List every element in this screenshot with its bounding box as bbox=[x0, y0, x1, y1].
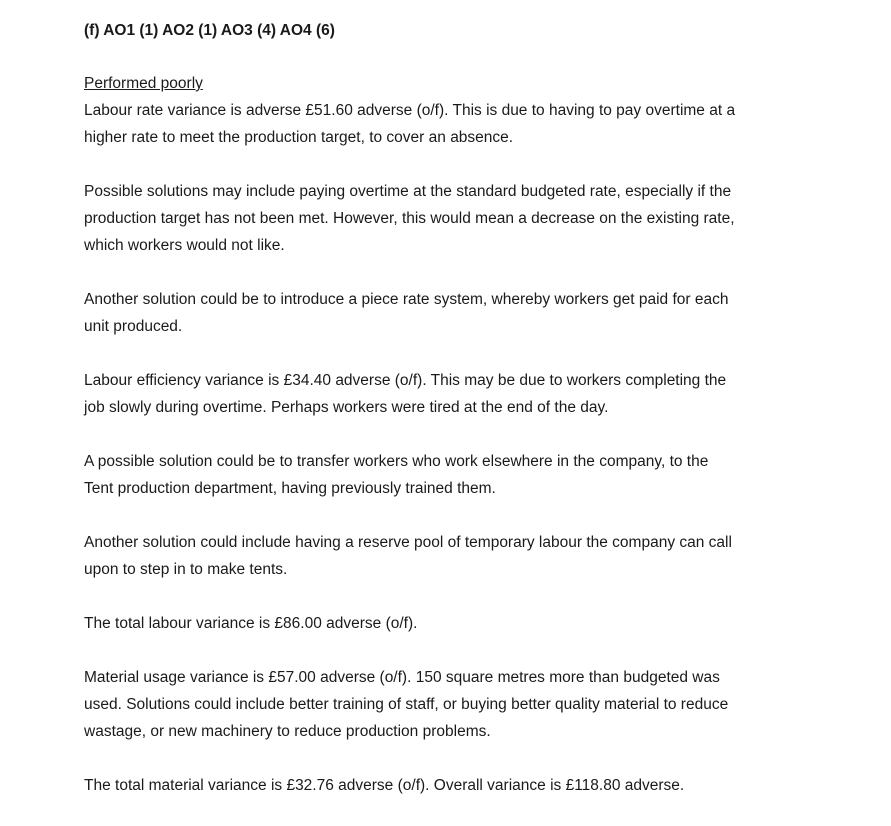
paragraph-line: Labour efficiency variance is £34.40 adverse (o/f). This may be due to workers completing the bbox=[84, 372, 727, 389]
paragraph-line: The total material variance is £32.76 adverse (o/f). Overall variance is £118.80 adverse. bbox=[84, 777, 685, 794]
paragraph-line: Tent production department, having previously trained them. bbox=[84, 480, 496, 497]
paragraph-line: job slowly during overtime. Perhaps workers were tired at the end of the day. bbox=[84, 399, 609, 416]
paragraph-line: Another solution could be to introduce a piece rate system, whereby workers get paid for each bbox=[84, 291, 729, 308]
section-heading: Performed poorly bbox=[84, 75, 203, 92]
paragraph bbox=[84, 529, 844, 583]
paragraph-line: used. Solutions could include better training of staff, or buying better quality material to reduce bbox=[84, 696, 729, 713]
answer-body bbox=[84, 97, 844, 799]
paragraph-line: Another solution could include having a reserve pool of temporary labour the company can call bbox=[84, 534, 732, 551]
paragraph-line: Material usage variance is £57.00 adverse (o/f). 150 square metres more than budgeted was bbox=[84, 669, 720, 686]
paragraph-line: The total labour variance is £86.00 adverse (o/f). bbox=[84, 615, 418, 632]
paragraph bbox=[84, 286, 844, 340]
paragraph-line: Possible solutions may include paying overtime at the standard budgeted rate, especially if the bbox=[84, 183, 732, 200]
paragraph-line: which workers would not like. bbox=[84, 237, 285, 254]
paragraph-line: production target has not been met. However, this would mean a decrease on the existing rate, bbox=[84, 210, 735, 227]
paragraph-line: unit produced. bbox=[84, 318, 183, 335]
paragraph-line: upon to step in to make tents. bbox=[84, 561, 288, 578]
performed-poorly-heading bbox=[84, 70, 844, 97]
paragraph bbox=[84, 772, 844, 799]
question-marks-title: (f) AO1 (1) AO2 (1) AO3 (4) AO4 (6) bbox=[84, 22, 335, 39]
paragraph bbox=[84, 448, 844, 502]
paragraph bbox=[84, 664, 844, 745]
paragraph-line: wastage, or new machinery to reduce production problems. bbox=[84, 723, 491, 740]
paragraph bbox=[84, 178, 844, 259]
paragraph bbox=[84, 97, 844, 151]
paragraph bbox=[84, 610, 844, 637]
document-page bbox=[84, 17, 844, 826]
paragraph-line: Labour rate variance is adverse £51.60 adverse (o/f). This is due to having to pay overtime at a bbox=[84, 102, 736, 119]
paragraph bbox=[84, 367, 844, 421]
paragraph-line: higher rate to meet the production target, to cover an absence. bbox=[84, 129, 514, 146]
paragraph-line: A possible solution could be to transfer workers who work elsewhere in the company, to the bbox=[84, 453, 709, 470]
